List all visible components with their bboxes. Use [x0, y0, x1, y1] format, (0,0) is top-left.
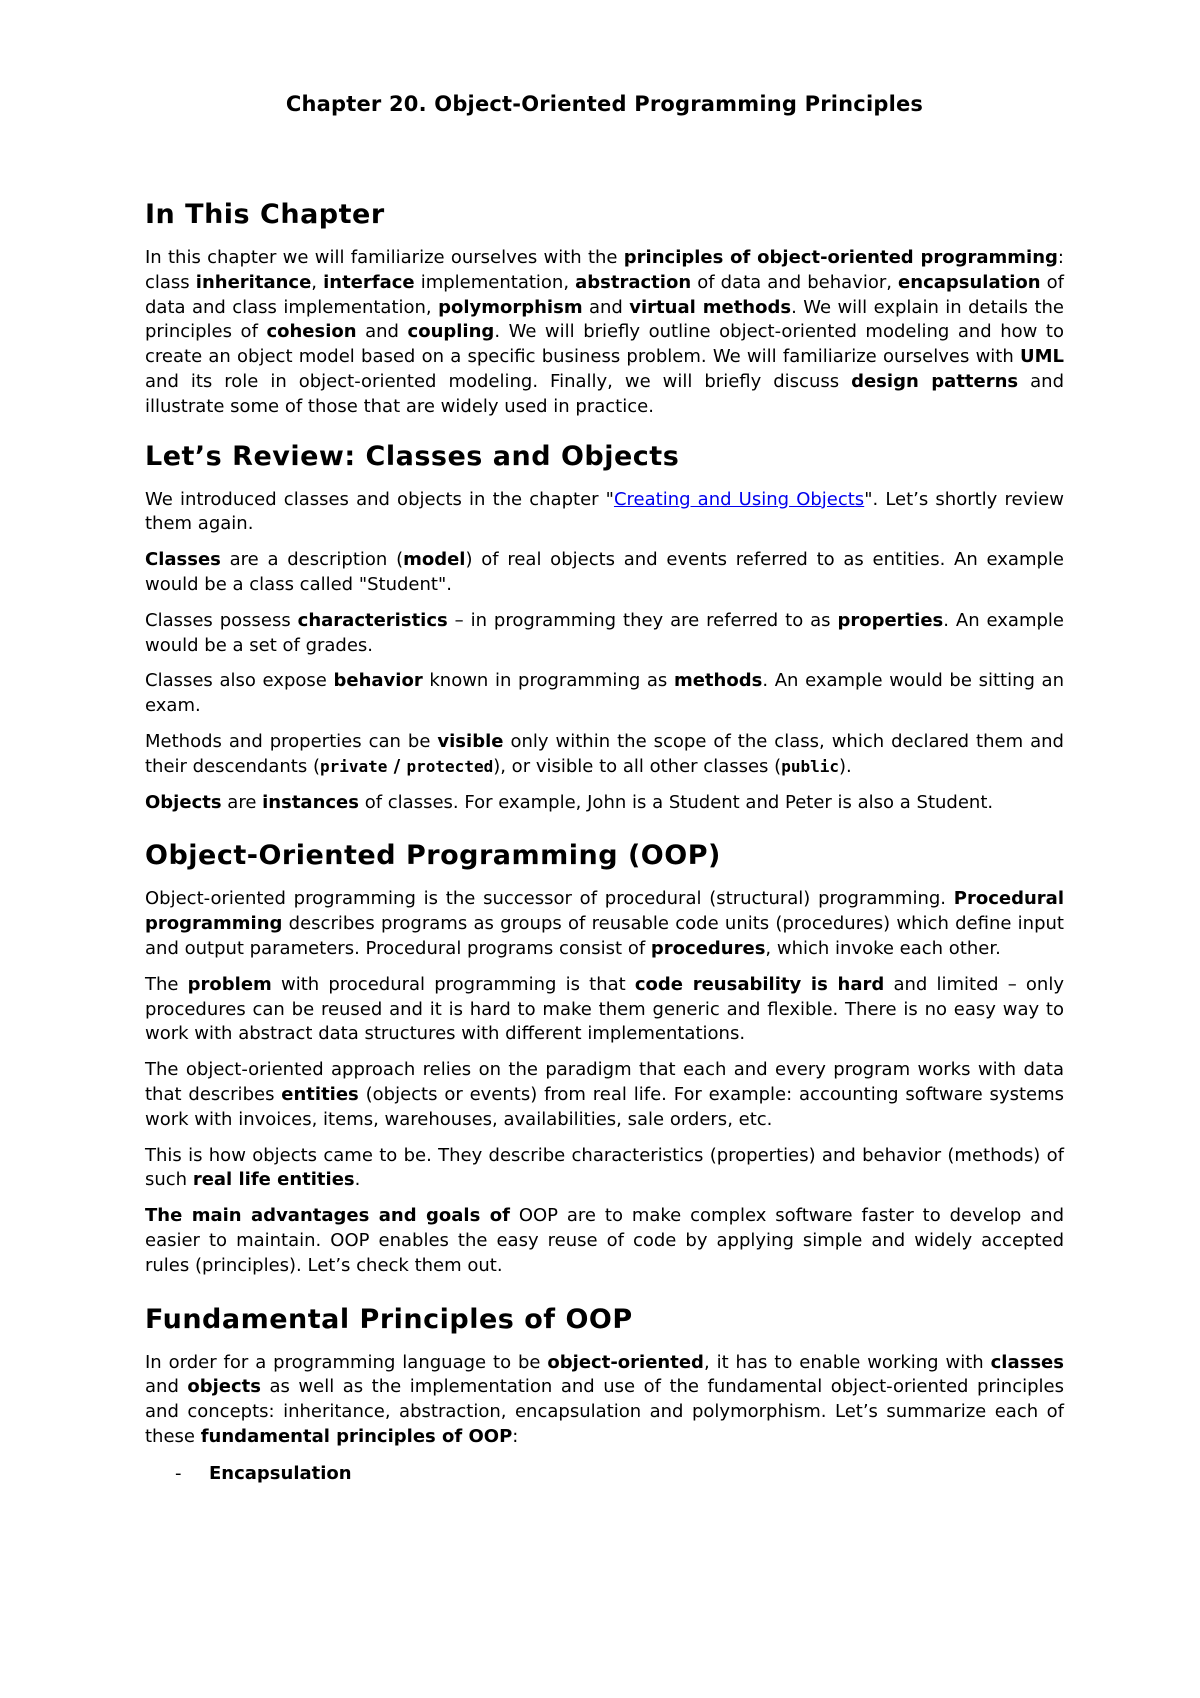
- paragraph: This is how objects came to be. They describe characteristics (properties) and behavior (methods) of such real life entities.: [145, 1144, 1064, 1191]
- paragraph: Object-oriented programming is the successor of procedural (structural) programming. Procedural programming describes programs as groups of reusable code units (procedures) which define input and output parameters. Procedural programs consist of procedures, which invoke each other.: [145, 888, 1064, 959]
- paragraph: Methods and properties can be visible only within the scope of the class, which declared them and their descendants (private / protected), or visible to all other classes (public).: [145, 730, 1064, 777]
- paragraph: In this chapter we will familiarize ourselves with the principles of object-oriented programming: class inheritance, interface implementation, abstraction of data and behavior, encapsulation of data and class implementation, polymorphism and virtual methods. We will explain in details the principles of cohesion and coupling. We will briefly outline object-oriented modeling and how to create an object model based on a specific business problem. We will familiarize ourselves with UML and its role in object-oriented modeling. Finally, we will briefly discuss design patterns and illustrate some of those that are widely used in practice.: [145, 247, 1065, 417]
- paragraph: The object-oriented approach relies on the paradigm that each and every program works with data that describes entities (objects or events) from real life. For example: accounting software systems work with invoices, items, warehouses, availabilities, sale orders, etc.: [145, 1059, 1064, 1130]
- section-review-classes-objects: [145, 440, 1064, 816]
- paragraph: The problem with procedural programming is that code reusability is hard and limited – only procedures can be reused and it is hard to make them generic and flexible. There is no easy way to work with abstract data structures with different implementations.: [145, 973, 1064, 1045]
- paragraph: Objects are instances of classes. For example, John is a Student and Peter is also a Student.: [145, 791, 994, 813]
- section-heading: Let’s Review: Classes and Objects: [145, 440, 680, 472]
- paragraph: Classes possess characteristics – in programming they are referred to as properties. An example would be a set of grades.: [145, 609, 1064, 656]
- section-heading: Object-Oriented Programming (OOP): [145, 840, 721, 872]
- principles-list: [145, 1461, 1064, 1487]
- chapter-link[interactable]: Creating and Using Objects: [613, 488, 865, 510]
- dash-bullet: -: [175, 1462, 182, 1484]
- paragraph: Classes are a description (model) of real objects and events referred to as entities. An example would be a class called "Student".: [145, 549, 1064, 595]
- paragraph: The main advantages and goals of OOP are to make complex software faster to develop and easier to maintain. OOP enables the easy reuse of code by applying simple and widely accepted rules (principles). Let’s check them out.: [145, 1205, 1064, 1276]
- section-heading: In This Chapter: [145, 199, 385, 230]
- section-fundamental-principles: [145, 1303, 1064, 1487]
- section-oop: [145, 839, 1064, 1278]
- paragraph: Classes also expose behavior known in programming as methods. An example would be sitting an exam.: [145, 670, 1064, 717]
- section-in-this-chapter: [145, 198, 1064, 420]
- paragraph: In order for a programming language to be object-oriented, it has to enable working with classes and objects as well as the implementation and use of the fundamental object-oriented principles and concepts: inheritance, abstraction, encapsulation and polymorphism. Let’s summarize each of these fundamental principles of OOP:: [145, 1351, 1064, 1447]
- chapter-title: Chapter 20. Object-Oriented Programming Principles: [285, 92, 924, 116]
- section-heading: Fundamental Principles of OOP: [145, 1303, 633, 1335]
- paragraph: We introduced classes and objects in the chapter "Creating and Using Objects". Let’s shortly review them again.: [145, 488, 1064, 535]
- list-item: - Encapsulation: [145, 1461, 1064, 1487]
